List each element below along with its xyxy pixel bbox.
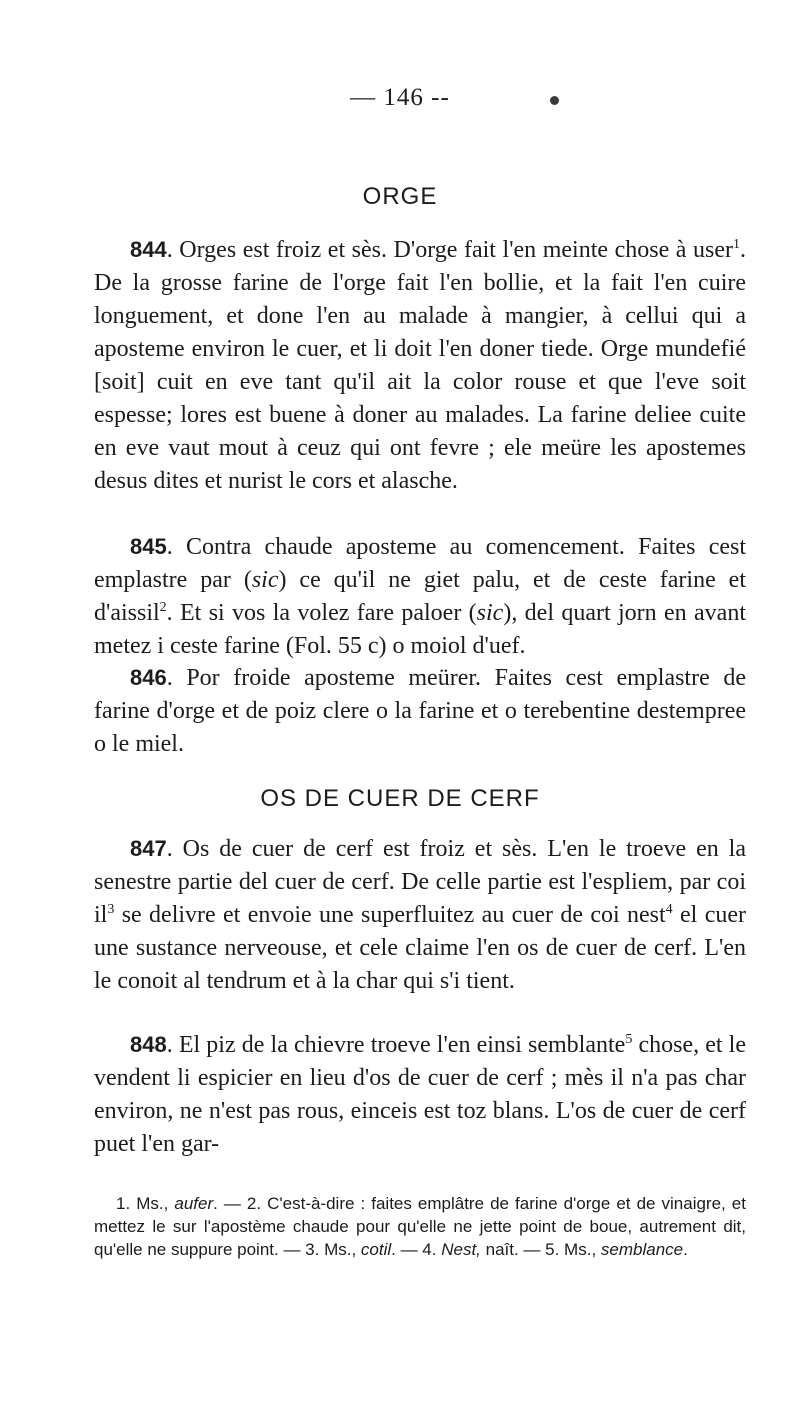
paragraph-846 bbox=[94, 661, 746, 761]
footnote-text: naît. — 5. Ms., bbox=[480, 1240, 601, 1259]
paragraph-text: el cuer une sustance nerveouse, et cele claime l'en os de cuer de cerf. L'en le conoit al tendrum et à la char qui s'i tient. bbox=[94, 902, 746, 994]
paragraph-text: . El piz de la chievre troeve l'en einsi semblante bbox=[166, 1032, 626, 1058]
sic-note: sic bbox=[476, 600, 504, 626]
footnote-ref: 5 bbox=[625, 1032, 633, 1047]
paragraph-text: . Por froide aposteme meürer. Faites cest emplastre de farine d'orge et de poiz clere o la farine et o terebentine destempree o le miel. bbox=[94, 665, 746, 757]
footnotes bbox=[94, 1192, 746, 1261]
footnote-ref: 4 bbox=[665, 902, 673, 917]
footnote-text: . — 4. bbox=[391, 1240, 442, 1259]
paragraph-text: . Contra chaude aposteme au comencement. Faites cest emplastre par ( bbox=[94, 534, 746, 593]
footnote-term: Nest, bbox=[441, 1240, 481, 1259]
paragraph-844 bbox=[94, 233, 746, 498]
paragraph-text: . De la grosse farine de l'orge fait l'en bollie, et la fait l'en cuire longuement, et done l'en au malade à mangier, à cellui qui a aposteme environ le cuer, et li doit l'en doner tiede. Orge mundefié [soit] cuit en eve tant qu'il ait la color rouse et que l'eve soit espesse; lores est buene à doner au malades. La farine deliee cuite en eve vaut mout à ceuz qui ont fevre ; ele meüre les apostemes desus dites et nurist le cors et alasche. bbox=[94, 237, 746, 494]
paragraph-text: ) ce qu'il ne giet palu, et de ceste farine et d'aissil bbox=[94, 567, 746, 626]
footnote-text: . bbox=[683, 1240, 688, 1259]
paragraph-text: se delivre et envoie une superfluitez au cuer de coi nest bbox=[114, 902, 666, 928]
paragraph-text: . Et si vos la volez fare paloer ( bbox=[166, 600, 477, 626]
paragraph-847 bbox=[94, 832, 746, 998]
footnote-text: 1. Ms., bbox=[116, 1194, 175, 1213]
footnote-ref: 3 bbox=[107, 902, 115, 917]
paragraph-text: chose, et le vendent li espicier en lieu d'os de cuer de cerf ; mès il n'a pas char environ, ne n'est pas rous, einceis est toz blans. L'os de cuer de cerf puet l'en gar- bbox=[94, 1032, 746, 1157]
sic-note: sic bbox=[251, 567, 279, 593]
paragraph-848 bbox=[94, 1028, 746, 1161]
paragraph-number: 844 bbox=[130, 237, 167, 262]
paragraph-number: 847 bbox=[130, 836, 167, 861]
paragraph-845 bbox=[94, 530, 746, 663]
paragraph-text: ), del quart jorn en avant metez i ceste farine (Fol. 55 c) o moiol d'uef. bbox=[94, 600, 746, 659]
paragraph-number: 845 bbox=[130, 534, 167, 559]
footnote-ref: 1 bbox=[733, 237, 740, 252]
paragraph-text: . Orges est froiz et sès. D'orge fait l'en meinte chose à user bbox=[166, 237, 733, 263]
section-title-orge: ORGE bbox=[362, 183, 438, 210]
footnote-term: semblance bbox=[600, 1240, 684, 1259]
footnote-ref: 2 bbox=[159, 600, 167, 615]
footnote-term: cotil bbox=[360, 1240, 392, 1259]
footnote-text: . — 2. C'est-à-dire : faites emplâtre de farine d'orge et de vinaigre, et mettez le sur l'apostème chaude pour qu'elle ne jette point de boue, autrement dit, qu'elle ne suppure point. — 3. Ms., bbox=[94, 1194, 746, 1259]
ink-dot bbox=[550, 96, 559, 105]
section-title-os-de-cuer-de-cerf: OS DE CUER DE CERF bbox=[260, 785, 540, 812]
page-number: — 146 -- bbox=[350, 84, 450, 111]
footnote-term: aufer bbox=[174, 1194, 214, 1213]
paragraph-number: 846 bbox=[130, 665, 167, 690]
paragraph-text: . Os de cuer de cerf est froiz et sès. L'en le troeve en la senestre partie del cuer de cerf. De celle partie est l'espliem, par coi il bbox=[94, 836, 746, 928]
paragraph-number: 848 bbox=[130, 1032, 167, 1057]
